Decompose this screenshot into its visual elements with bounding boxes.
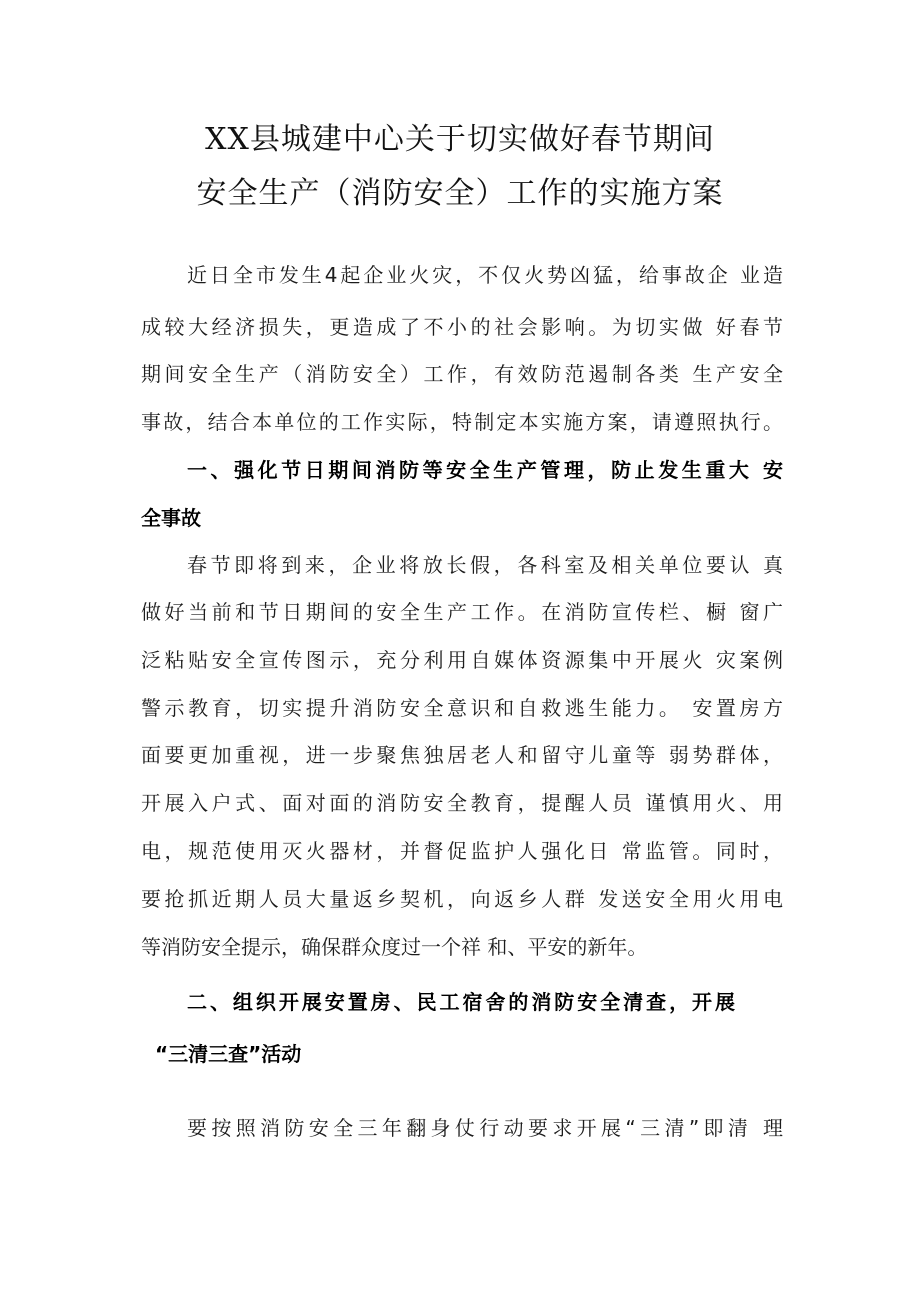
intro-paragraph-line: 期间安全生产（消防安全）工作，有效防范遏制各类 生产安全 xyxy=(141,362,783,386)
section-1-heading-line: 全事故 xyxy=(141,506,201,530)
section-1-body-line: 春节即将到来，企业将放长假，各科室及相关单位要认 真 xyxy=(187,553,783,577)
section-1-body-line: 要抢抓近期人员大量返乡契机，向返乡人群 发送安全用火用电 xyxy=(141,887,783,911)
section-2-body-line: 要按照消防安全三年翻身仗行动要求开展“三清”即清 理 xyxy=(187,1116,783,1140)
document-title-line-1: XX县城建中心关于切实做好春节期间 xyxy=(205,122,715,157)
document-title-line-2: 安全生产（消防安全）工作的实施方案 xyxy=(196,176,724,211)
intro-paragraph-line: 事故，结合本单位的工作实际，特制定本实施方案，请遵照执行。 xyxy=(141,410,783,434)
section-1-body-line: 面要更加重视，进一步聚焦独居老人和留守儿童等 弱势群体， xyxy=(141,743,783,767)
section-1-body-line: 等消防安全提示，确保群众度过一个祥 和、平安的新年。 xyxy=(141,935,648,959)
section-2-heading-line: “三清三查”活动 xyxy=(155,1042,302,1066)
section-2-heading-line: 二、组织开展安置房、民工宿舍的消防安全清查，开展 xyxy=(187,990,735,1014)
intro-paragraph-line: 成较大经济损失，更造成了不小的社会影响。为切实做 好春节 xyxy=(141,315,783,339)
section-1-body-line: 泛粘贴安全宣传图示，充分利用自媒体资源集中开展火 灾案例 xyxy=(141,648,783,672)
section-1-body-line: 电，规范使用灭火器材，并督促监护人强化日 常监管。同时， xyxy=(141,839,783,863)
section-1-body-line: 警示教育，切实提升消防安全意识和自救逃生能力。 安置房方 xyxy=(141,696,783,720)
section-1-heading-line: 一、强化节日期间消防等安全生产管理，防止发生重大 安 xyxy=(187,458,783,482)
intro-paragraph-line: 近日全市发生4起企业火灾，不仅火势凶猛，给事故企 业造 xyxy=(187,263,783,287)
section-1-body-line: 开展入户式、面对面的消防安全教育，提醒人员 谨慎用火、用 xyxy=(141,791,783,815)
section-1-body-line: 做好当前和节日期间的安全生产工作。在消防宣传栏、橱 窗广 xyxy=(141,600,783,624)
